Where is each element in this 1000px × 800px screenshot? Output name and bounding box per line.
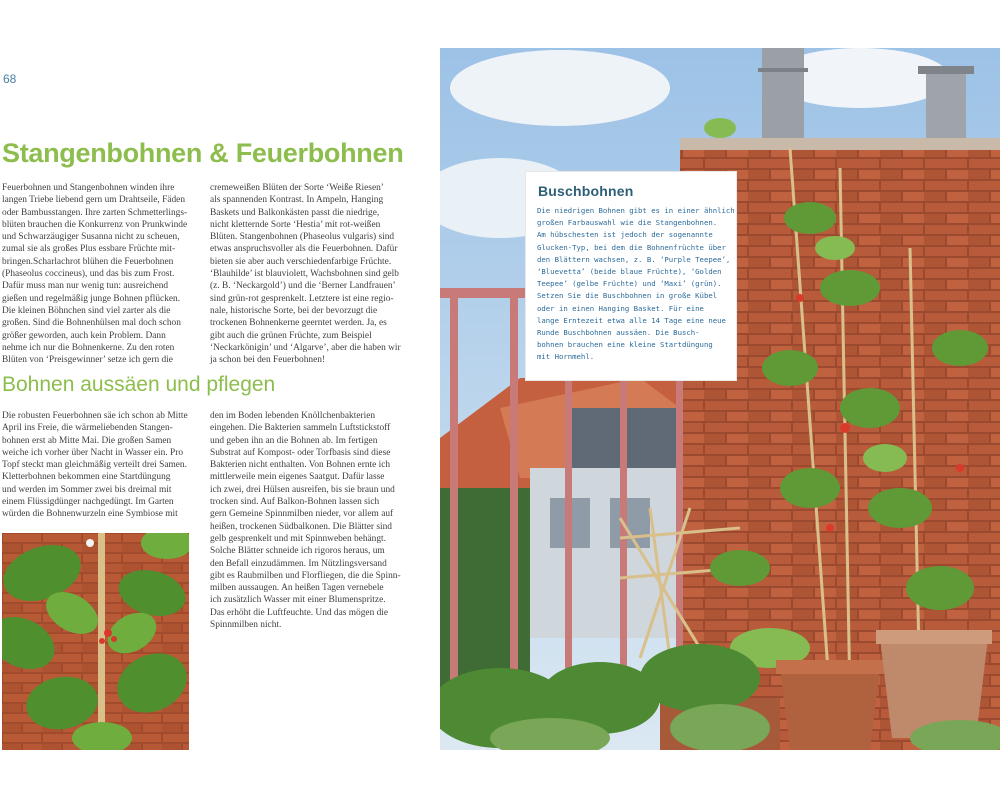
text-line: Glucken-Typ, bei dem die Bohnenfrüchte über	[537, 242, 726, 252]
balcony-photo	[440, 48, 1000, 750]
text-line: heißen, trockenen Südbalkonen. Die Blätter sind	[210, 521, 392, 532]
text-line: bohnen brauchen eine kleine Startdüngung	[537, 340, 713, 350]
info-box-title: Buschbohnen	[538, 183, 634, 199]
text-line: Spinnmilben nicht.	[210, 620, 282, 631]
text-line: den im Boden lebenden Knöllchenbakterien	[210, 411, 376, 421]
text-line: trockenen Bohnenkerne geerntet werden. Ja, es	[210, 318, 387, 329]
text-line: Setzen Sie die Buschbohnen in große Kübel	[537, 291, 718, 301]
text-line: gibt auch die grünen Früchte, zum Beispiel	[210, 330, 372, 341]
text-line: einem Flüssigdünger nachgedüngt. Im Garten	[2, 497, 174, 508]
text-line: sind grün-rot gesprenkelt. Letztere ist eine regio-	[210, 293, 394, 304]
text-line: lange Erntezeit etwa alle 14 Tage eine neue	[537, 315, 726, 325]
balcony-illustration	[440, 48, 1000, 750]
text-line: Das erhöht die Luftfeuchte. Und das mögen die	[210, 607, 389, 618]
text-line: größer geworden, auch kein Problem. Dann	[2, 330, 166, 341]
text-line: bringen.Scharlachrot blühen die Feuerbohnen	[2, 256, 174, 267]
text-line: ‘Blauhilde’ ist blauviolett, Wachsbohnen sind gelb	[210, 269, 399, 280]
text-line: Feuerbohnen und Stangenbohnen winden ihre	[2, 183, 175, 193]
text-line: Baskets und Balkonkästen passt die niedrige,	[210, 207, 380, 218]
text-line: bohnen erst ab Mitte Mai. Die großen Samen	[2, 435, 172, 446]
text-line: bieten sie aber auch verschiedenfarbige Früchte.	[210, 256, 392, 267]
text-line: als spannenden Kontrast. In Ampeln, Hanging	[210, 195, 384, 206]
text-line: Bakterien nicht enthalten. Von Bohnen ernte ich	[210, 460, 391, 471]
text-line: blüten brauchen die Konkurrenz von Prunkwinde	[2, 219, 188, 230]
text-line: gern Gemeine Spinnmilben nieder, vor allem auf	[210, 509, 394, 520]
text-line: Am hübschesten ist jedoch der sogenannte	[537, 230, 713, 240]
intro-column-left	[2, 182, 198, 366]
text-line: eingehen. Die Bakterien sammeln Luftstickstoff	[210, 423, 391, 434]
text-line: Kletterbohnen bekommen eine Startdüngung	[2, 472, 171, 483]
text-line: ich zwei, drei Hülsen ausreifen, bis sie braun und	[210, 484, 395, 495]
sowing-column-left	[2, 410, 198, 521]
text-line: und werden im Sommer zwei bis dreimal mit	[2, 484, 172, 495]
text-line: April ins Freie, die wärmeliebenden Stangen-	[2, 423, 173, 434]
text-line: oder Bambusstangen. Ihre zarten Schmetterlings-	[2, 207, 188, 218]
text-line: nehme ich nur die Bohnenkerne. Zu den roten	[2, 342, 175, 353]
text-line: Die niedrigen Bohnen gibt es in einer ähnlich	[537, 206, 735, 215]
intro-column-right	[210, 182, 406, 366]
text-line: gelb gesprenkelt und mit Spinnweben behängt.	[210, 533, 387, 544]
bean-plant-photo	[2, 533, 189, 750]
text-line: ‘Neckarkönigin’ und ‘Algarve’, aber die haben wir	[210, 342, 401, 353]
text-line: großen. Sind die Bohnenhülsen mal doch schon	[2, 318, 181, 329]
text-line: Substrat auf Kompost- oder Torfbasis sind diese	[210, 447, 391, 458]
text-line: Runde Buschbohnen aussäen. Die Busch-	[537, 328, 700, 338]
text-line: und geben ihn an die Bohnen ab. Im fertigen	[210, 435, 378, 446]
text-line: Blüten. Stangenbohnen (Phaseolus vulgaris) sind	[210, 232, 395, 243]
text-line: etwas anspruchsvoller als die Feuerbohnen. Dafür	[210, 244, 398, 255]
text-line: und Schwarzäugiger Susanna nicht zu scheuen,	[2, 232, 180, 243]
text-line: trocken sind. Auf Balkon-Bohnen lassen sich	[210, 497, 380, 508]
text-line: den Befall einzudämmen. Im Nützlingsversand	[210, 558, 387, 569]
info-box-buschbohnen	[526, 172, 736, 380]
text-line: weiche ich vorher über Nacht in Wasser ein. Pro	[2, 447, 184, 458]
text-line: Blüten von ‘Preisgewinner’ setze ich gern die	[2, 355, 173, 366]
text-line: Dafür muss man nur wenig tun: ausreichend	[2, 281, 169, 292]
text-line: gießen und regelmäßig junge Bohnen pflücken.	[2, 293, 181, 304]
bean-plant-illustration	[2, 533, 189, 750]
text-line: ich zusätzlich Wasser mit einer Blumenspritze.	[210, 595, 386, 606]
text-line: Teepee’ (gelbe Früchte) und ‘Maxi’ (grün).	[537, 279, 722, 289]
text-line: nale, historische Sorte, bei der bevorzugt die	[210, 305, 378, 316]
text-line: oder in einen Hanging Basket. Für eine	[537, 303, 704, 313]
text-line: Die robusten Feuerbohnen säe ich schon ab Mitte	[2, 411, 188, 421]
text-line: mittlerweile mein eigenes Saatgut. Dafür lasse	[210, 472, 385, 483]
text-line: gibt es Raubmilben und Florfliegen, die die Spinn-	[210, 570, 401, 581]
text-line: Die kleinen Böhnchen sind viel zarter als die	[2, 305, 171, 316]
text-line: nicht kletternde Sorte ‘Hestia’ mit rot-weißen	[210, 219, 381, 230]
text-line: würden die Bohnenwurzeln eine Symbiose mit	[2, 509, 178, 520]
page-number: 68	[3, 72, 17, 86]
text-line: milben aussaugen. An heißen Tagen vernebele	[210, 583, 384, 594]
text-line: großen Farbauswahl wie die Stangenbohnen.	[537, 218, 718, 228]
text-line: mit Hornmehl.	[537, 352, 595, 362]
text-line: Topf steckt man gleichmäßig verteilt drei Samen.	[2, 460, 187, 471]
info-box-text	[537, 205, 735, 364]
text-line: langen Triebe liebend gern um Drahtseile, Fäden	[2, 195, 186, 206]
text-line: cremeweißen Blüten der Sorte ‘Weiße Riesen’	[210, 183, 384, 193]
page-title: Stangenbohnen & Feuerbohnen	[2, 138, 404, 168]
text-line: (Phaseolus coccineus), und das bis zum Frost.	[2, 269, 175, 280]
text-line: ‘Bluevetta’ (beide blaue Früchte), ‘Golden	[537, 267, 722, 277]
text-line: (z. B. ‘Neckargold’) und die ‘Berner Landfrauen’	[210, 281, 396, 292]
text-line: Solche Blätter schneide ich rigoros heraus, um	[210, 546, 385, 557]
section-heading: Bohnen aussäen und pflegen	[2, 373, 276, 396]
text-line: den Blättern wachsen, z. B. ‘Purple Teepee’,	[537, 254, 731, 264]
text-line: zumal sie als großes Plus essbare Früchte mit-	[2, 244, 176, 255]
sowing-column-right	[210, 410, 406, 631]
text-line: ja schon bei den Feuerbohnen!	[210, 355, 326, 366]
